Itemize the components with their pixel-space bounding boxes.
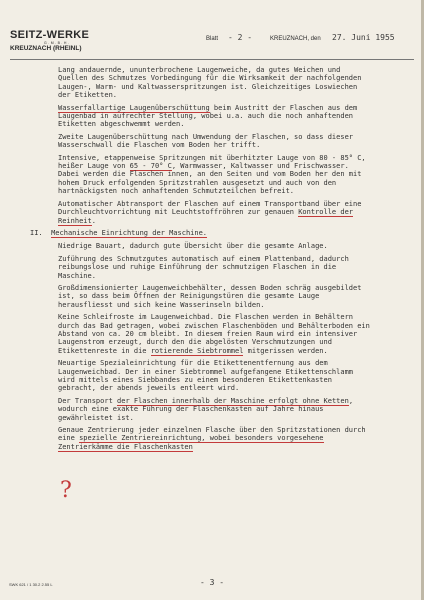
header-divider (10, 59, 414, 60)
paragraph: Neuartige Spezialeinrichtung für die Etikettenentfernung aus dem Laugenweichbad. Der in einer Siebtrommel aufgefangene Etikettenschlamm wird mittels eines Siebbandes zu einem besonderen Etikettenkasten gebracht, der abends jeweils entleert wird. (58, 359, 354, 393)
company-legal-form: G.M.B.H. (44, 41, 71, 45)
underlined-phrase: der Flaschen innerhalb der Maschine erfolgt ohne Ketten (117, 396, 349, 405)
paragraph-text: Intensive, etappenweise Spritzungen mit überhitzter Lauge von 80 - 85° C, heißer Lauge von (58, 153, 366, 171)
section-title: Mechanische Einrichtung der Maschine. (51, 228, 208, 237)
section-number: II. (30, 228, 43, 237)
paragraph (58, 154, 372, 196)
company-city: KREUZNACH (RHEINL) (10, 45, 82, 52)
paragraph: Lang andauernde, ununterbrochene Laugenweiche, da gutes Weichen und Quellen des Schmutzes Vorbedingung für die Wirksamkeit der nachfolgenden Laugen-, Warm- und Kaltwasserspritzungen ist. Gleichzeitiges Loswiechen der Etiketten. (58, 66, 362, 100)
paragraph: Großdimensionierter Laugenweichbehälter, dessen Boden schräg ausgebildet ist, so dass beim Öffnen der Reinigungstüren die gesamte Lauge herausfliesst und sich keine Wasserinseln bilden. (58, 283, 362, 309)
paragraph-text: Genaue Zentrierung jeder einzelnen Flasche über den Spritzstationen durch eine (58, 426, 366, 443)
page-number: - 3 - (199, 578, 225, 587)
paragraph-text: . (91, 216, 96, 225)
form-code: SWK 621 / 1 30.2 2.55 L (9, 582, 53, 587)
company-letterhead (10, 29, 89, 53)
sheet-number: - 2 - (228, 33, 253, 42)
paragraph-text: , Warmwasser, Kaltwasser und Frischwasser. Dabei werden die Flaschen innen, an den Seiten und vom Boden her den mit hohem Druck erfolgenden Spritzstrahlen ausgesetzt und auch von den hartnäckigsten noch anhaftenden Schmutzteilchen befreit. (58, 162, 362, 196)
handwritten-question-mark: ? (60, 478, 72, 503)
underlined-phrase: spezielle Zentriereinrichtung, wobei besonders vorgesehene Zentrierkämme die Flaschenkasten (58, 434, 324, 451)
underlined-phrase: Kontrolle der Reinheit (58, 208, 354, 225)
paragraph: Niedrige Bauart, dadurch gute Übersicht über die gesamte Anlage. (58, 242, 328, 251)
section-heading (30, 229, 400, 237)
paragraph: Zuführung des Schmutzgutes automatisch auf einem Plattenband, dadurch reibungslose und ruhige Einführung der schmutzigen Flaschen in die Maschine. (58, 254, 349, 280)
paragraph-text: , wodurch eine exakte Führung der Flaschenkasten auf Jahre hinaus gewährleistet ist. (58, 396, 354, 422)
underlined-phrase: Wasserfallartige Laugenüberschüttung (58, 103, 210, 112)
paragraph (58, 313, 372, 355)
sheet-label: Blatt (206, 36, 219, 42)
letter-date: 27. Juni 1955 (332, 33, 395, 42)
underlined-phrase: 65 - 70° C (129, 162, 172, 171)
paragraph (58, 426, 372, 451)
paragraph: Zweite Laugenüberschüttung nach Umwendung der Flaschen, so dass dieser Wasserschwall die Flaschen vom Boden her trifft. (58, 132, 354, 150)
company-name: SEITZ-WERKE (10, 29, 90, 41)
place-label: KREUZNACH, den (270, 36, 321, 42)
paragraph (58, 104, 372, 129)
paragraph-text: beim Austritt der Flaschen aus dem Laugenbad in aufrechter Stellung, wobei u.a. auch die noch anhaftenden Etiketten abgeschwemmt werden. (58, 103, 358, 129)
paragraph (58, 200, 372, 225)
paragraph-text: Der Transport (58, 396, 118, 405)
paragraph-text: Automatischer Abtransport der Flaschen auf einem Transportband über eine Durchleuchtvorrichtung mit Leuchtstoffröhren zur genauen (58, 199, 362, 217)
document-body (30, 66, 400, 455)
paragraph-text: mitgerissen werden. (243, 346, 328, 355)
paragraph (58, 397, 372, 422)
underlined-phrase: rotierende Siebtrommel (150, 346, 244, 355)
paragraph-text: Keine Schleifroste im Laugenweichbad. Die Flaschen werden in Behältern durch das Bad getragen, wobei zwischen Flaschenböden und Behälterboden ein Abstand von ca. 20 cm bleibt. In diesem freien Raum wird ein intensiver Laugenstrom erzeugt, durch den die abgelösten Verschmutzungen und Etikettenreste in die (58, 313, 370, 355)
